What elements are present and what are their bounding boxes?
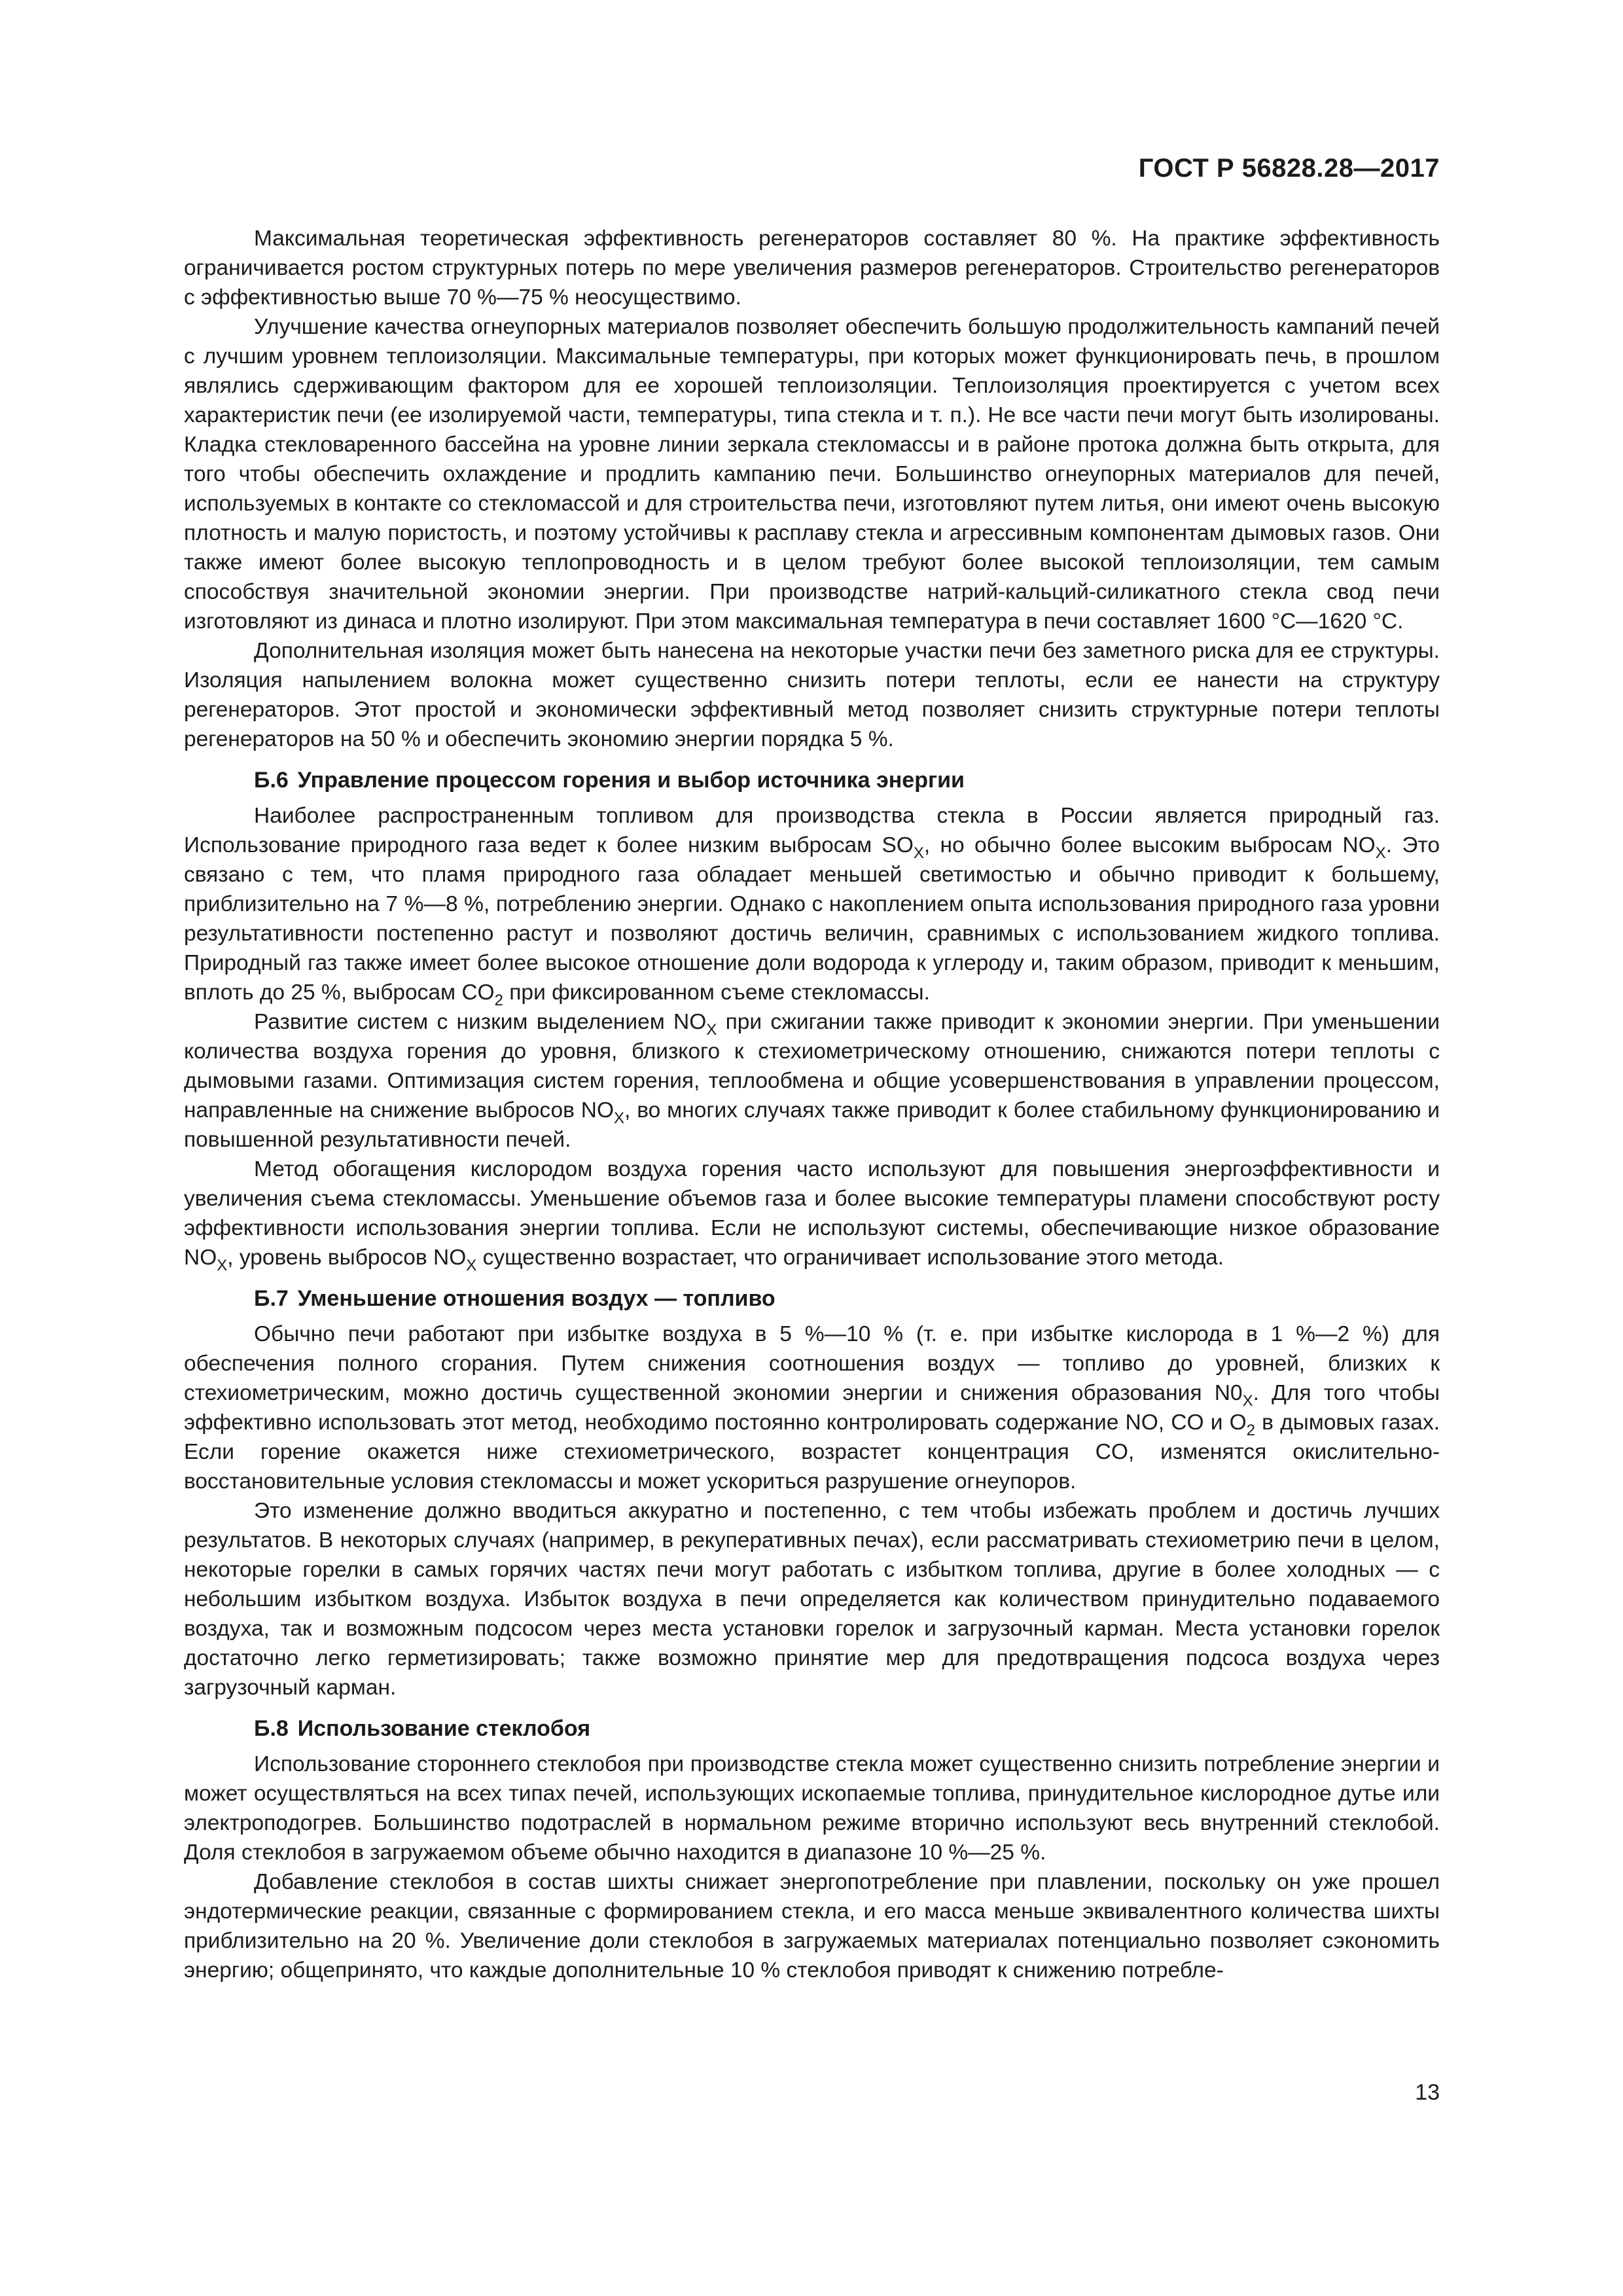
paragraph	[184, 801, 1440, 1007]
section-title: Уменьшение отношения воздух — топливо	[297, 1286, 776, 1311]
document-header-standard-id: ГОСТ Р 56828.28—2017	[1138, 154, 1440, 183]
subscript: 2	[1246, 1422, 1255, 1439]
section-title: Управление процессом горения и выбор источника энергии	[297, 768, 965, 793]
page-number: 13	[1415, 2080, 1440, 2105]
subscript: X	[1242, 1392, 1253, 1410]
paragraph: Это изменение должно вводиться аккуратно и постепенно, с тем чтобы избежать проблем и достичь лучших результатов. В некоторых случаях (например, в рекуперативных печах), если рассматривать стехиометрию печи в целом, некоторые горелки в самых горячих частях печи могут работать с избытком топлива, другие в более холодных — с небольшим избытком воздуха. Избыток воздуха в печи определяется как количеством принудительно подаваемого воздуха, так и возможным подсосом через места установки горелок и загрузочный карман. Места установки горелок достаточно легко герметизировать; также возможно принятие мер для предотвращения подсоса воздуха через загрузочный карман.	[184, 1499, 1440, 1700]
text-run: , но обычно более высоким выбросам NO	[923, 833, 1376, 857]
text-run: существенно возрастает, что ограничивает использование этого метода.	[476, 1246, 1224, 1270]
document-body	[184, 224, 1440, 1985]
subscript: X	[706, 1021, 717, 1039]
subscript: X	[217, 1257, 228, 1274]
section-number: Б.6	[254, 768, 289, 793]
text-run: при сжигании также приводит к экономии энергии. При уменьшении количества воздуха горения до уровня, близкого к стехиометрическому отношению, снижаются потери теплоты с дымовыми газами. Оптимизация систем горения, теплообмена и общие усовершенствования в управлении процессом, направленные на снижение выбросов NO	[184, 1010, 1440, 1122]
section-heading-b7	[184, 1284, 1440, 1314]
paragraph: Дополнительная изоляция может быть нанесена на некоторые участки печи без заметного риска для ее структуры. Изоляция напылением волокна может существенно снизить потери теплоты, если ее нанести на структуру регенераторов. Этот простой и экономически эффективный метод позволяет снизить структурные потери теплоты регенераторов на 50 % и обеспечить экономию энергии порядка 5 %.	[184, 639, 1440, 751]
text-run: . Для того чтобы эффективно использовать этот метод, необходимо постоянно контролировать содержание NO, CO и O	[184, 1381, 1440, 1435]
section-number: Б.7	[254, 1286, 289, 1311]
text-run: . Это связано с тем, что пламя природного газа обладает меньшей светимостью и обычно приводит к большему, приблизительно на 7 %—8 %, потреблению энергии. Однако с накоплением опыта использования природного газа уровни результативности постепенно растут и позволяют достичь величин, сравнимых с использованием жидкого топлива. Природный газ также имеет более высокое отношение доли водорода к углероду и, таким образом, приводит к меньшим, вплоть до 25 %, выбросам CO	[184, 833, 1440, 1005]
paragraph	[184, 1007, 1440, 1155]
paragraph	[184, 1319, 1440, 1496]
subscript: X	[466, 1257, 477, 1274]
section-title: Использование стеклобоя	[297, 1716, 591, 1741]
text-run: Развитие систем с низким выделением NO	[254, 1010, 707, 1034]
paragraph	[184, 1155, 1440, 1272]
subscript: X	[913, 844, 924, 862]
text-run: , во многих случаях также приводит к более стабильному функционированию и повышенной результативности печей.	[184, 1098, 1440, 1152]
subscript: X	[614, 1109, 625, 1127]
text-run: Обычно печи работают при избытке воздуха в 5 %—10 % (т. е. при избытке кислорода в 1 %—2 %) для обеспечения полного сгорания. Путем снижения соотношения воздух — топливо до уровней, близких к стехиометрическим, можно достичь существенной экономии энергии и снижения образования N0	[184, 1322, 1440, 1405]
text-run: Наиболее распространенным топливом для производства стекла в России является природный газ. Использование природного газа ведет к более низким выбросам SO	[184, 804, 1440, 857]
section-heading-b6	[184, 766, 1440, 795]
section-heading-b8	[184, 1714, 1440, 1744]
paragraph: Максимальная теоретическая эффективность регенераторов составляет 80 %. На практике эффективность ограничивается ростом структурных потерь по мере увеличения размеров регенераторов. Строительство регенераторов с эффективностью выше 70 %—75 % неосуществимо.	[184, 226, 1440, 310]
subscript: 2	[494, 992, 503, 1009]
text-run: , уровень выбросов NO	[227, 1246, 467, 1270]
subscript: X	[1375, 844, 1386, 862]
paragraph: Улучшение качества огнеупорных материалов позволяет обеспечить большую продолжительность кампаний печей с лучшим уровнем теплоизоляции. Максимальные температуры, при которых может функционировать печь, в прошлом являлись сдерживающим фактором для ее хорошей теплоизоляции. Теплоизоляция проектируется с учетом всех характеристик печи (ее изолируемой части, температуры, типа стекла и т. п.). Не все части печи могут быть изолированы. Кладка стекловаренного бассейна на уровне линии зеркала стекломассы и в районе протока должна быть открыта, для того чтобы обеспечить охлаждение и продлить кампанию печи. Большинство огнеупорных материалов для печей, используемых в контакте со стекломассой и для строительства печи, изготовляют путем литья, они имеют очень высокую плотность и малую пористость, и поэтому устойчивы к расплаву стекла и агрессивным компонентам дымовых газов. Они также имеют более высокую теплопроводность и в целом требуют более высокой теплоизоляции, тем самым способствуя значительной экономии энергии. При производстве натрий-кальций-силикатного стекла свод печи изготовляют из динаса и плотно изолируют. При этом максимальная температура в печи составляет 1600 °С—1620 °С.	[184, 315, 1440, 634]
paragraph: Добавление стеклобоя в состав шихты снижает энергопотребление при плавлении, поскольку он уже прошел эндотермические реакции, связанные с формированием стекла, и его масса меньше эквивалентного количества шихты приблизительно на 20 %. Увеличение доли стеклобоя в загружаемых материалах потенциально позволяет сэкономить энергию; общепринято, что каждые дополнительные 10 % стеклобоя приводят к снижению потребле-	[184, 1870, 1440, 1982]
text-run: Метод обогащения кислородом воздуха горения часто используют для повышения энергоэффективности и увеличения съема стекломассы. Уменьшение объемов газа и более высокие температуры пламени способствуют росту эффективности использования энергии топлива. Если не используют системы, обеспечивающие низкое образование NO	[184, 1157, 1440, 1270]
section-number: Б.8	[254, 1716, 289, 1741]
text-run: при фиксированном съеме стекломассы.	[503, 980, 930, 1005]
text-run: в дымовых газах. Если горение окажется ниже стехиометрического, возрастет концентрация CO, изменятся окислительно-восстановительные условия стекломассы и может ускориться разрушение огнеупоров.	[184, 1410, 1440, 1494]
paragraph: Использование стороннего стеклобоя при производстве стекла может существенно снизить потребление энергии и может осуществляться на всех типах печей, использующих ископаемые топлива, принудительное кислородное дутье или электроподогрев. Большинство подотраслей в нормальном режиме вторично используют весь внутренний стеклобой. Доля стеклобоя в загружаемом объеме обычно находится в диапазоне 10 %—25 %.	[184, 1752, 1440, 1865]
